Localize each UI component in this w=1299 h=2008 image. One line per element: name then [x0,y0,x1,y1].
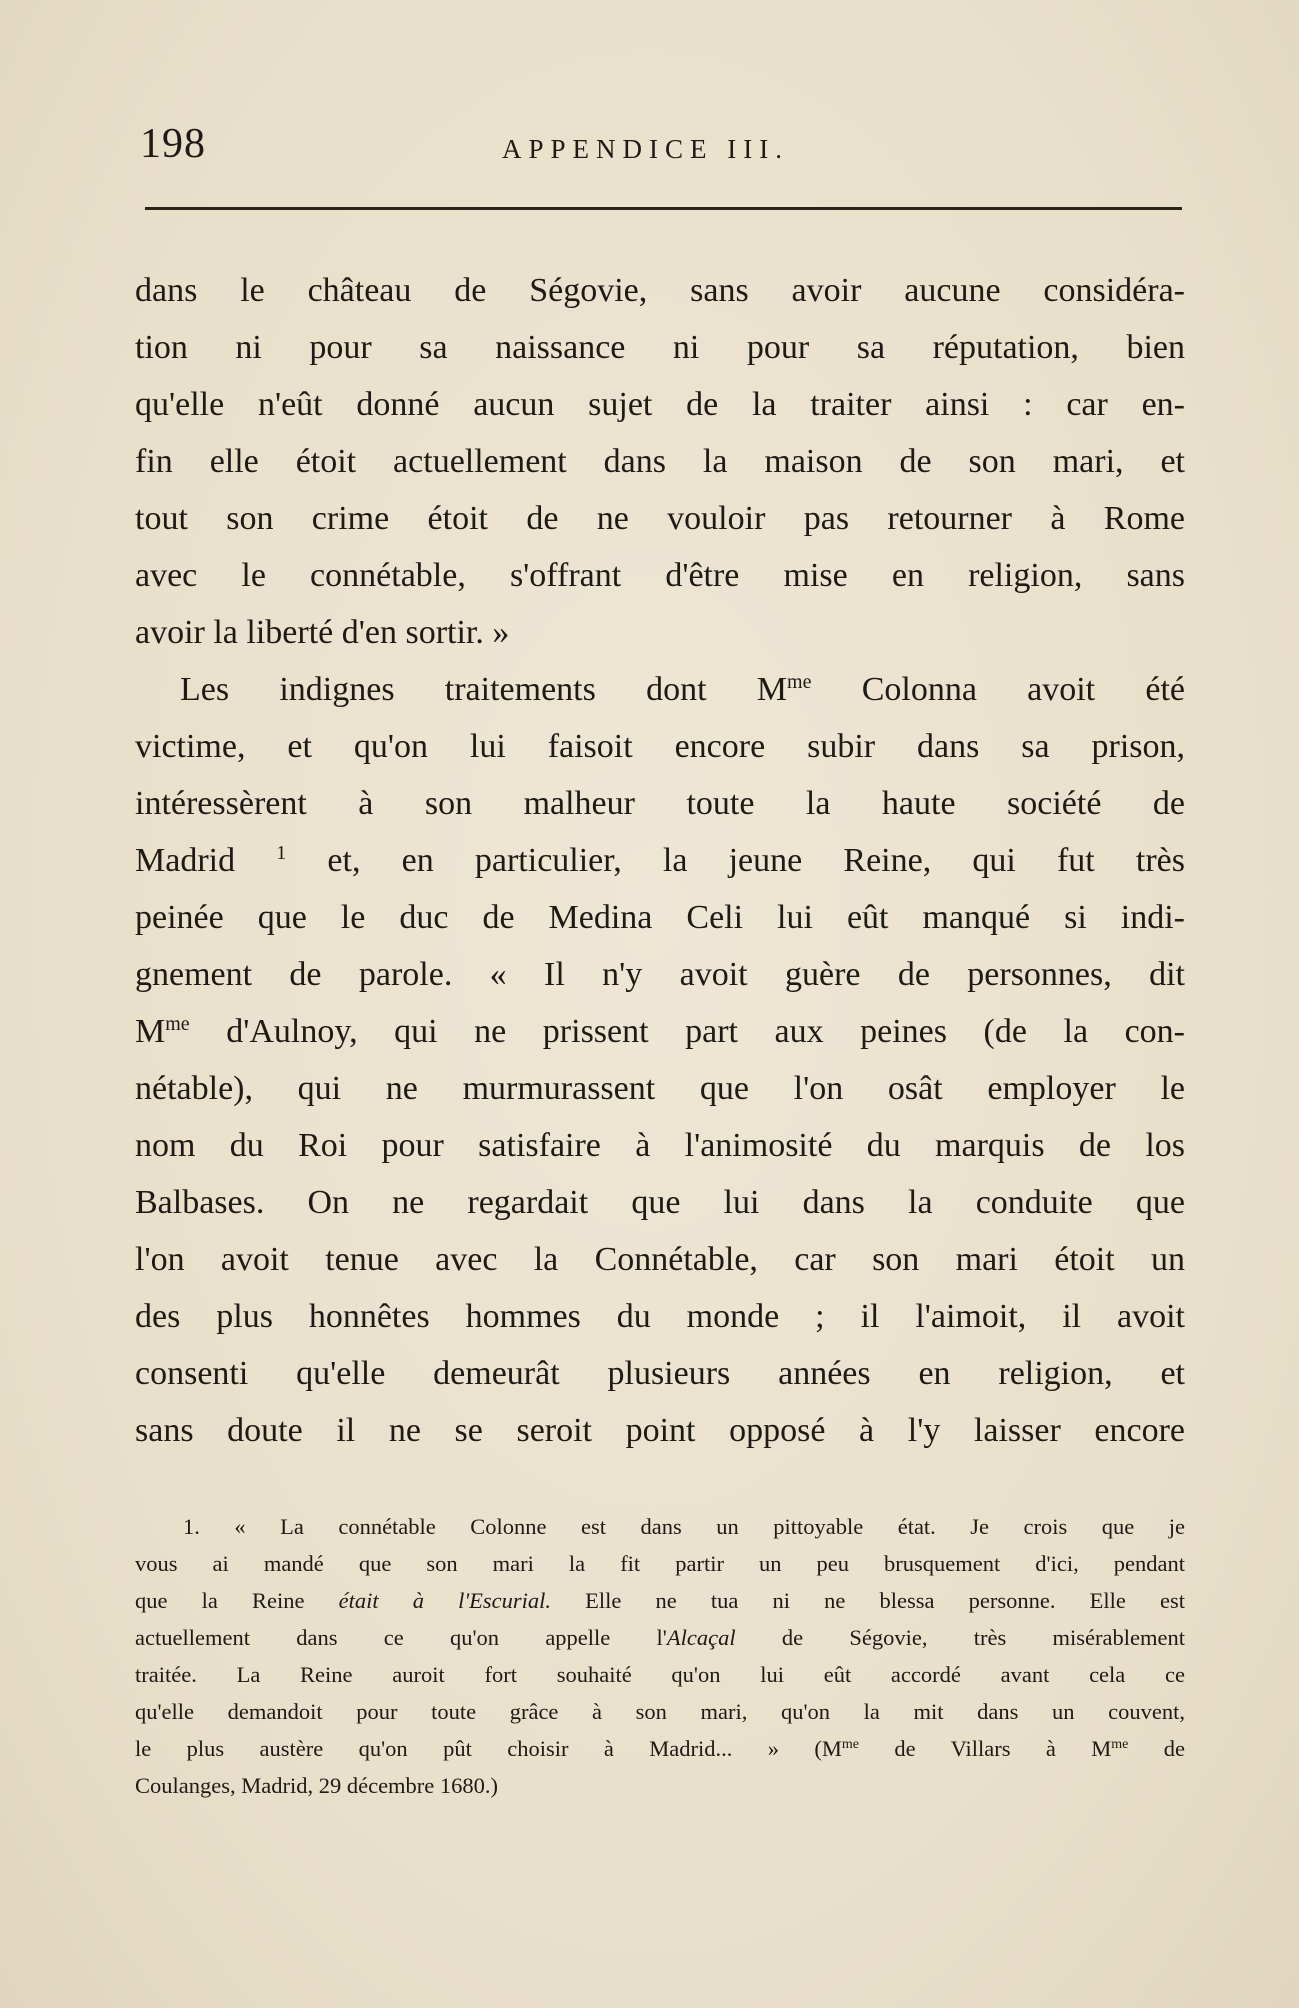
abbreviation-superscript: me [841,1737,859,1752]
footnote-segment: de Ségovie, très misérablement [735,1625,1185,1650]
text-line: intéressèrent à son malheur toute la haute société de [135,785,1185,822]
text-segment: M [135,1013,166,1050]
text-line: consenti qu'elle demeurât plusieurs années en religion, et [135,1355,1185,1392]
footnote-segment: actuellement dans ce qu'on appelle l' [135,1625,667,1650]
abbreviation-superscript: me [1111,1737,1129,1752]
abbreviation-superscript: me [165,1013,190,1035]
text-line: tout son crime étoit de ne vouloir pas retourner à Rome [135,500,1185,537]
text-line: nétable), qui ne murmurassent que l'on osât employer le [135,1070,1185,1107]
running-head [140,120,1180,180]
footnote-segment: le plus austère qu'on pût choisir à Madrid... » (M [135,1736,842,1761]
text-line: avoir la liberté d'en sortir. » [135,614,510,651]
text-line [135,832,1185,889]
text-segment: Colonna avoit été [811,671,1186,708]
text-line [135,1003,1185,1060]
text-segment: d'Aulnoy, qui ne prissent part aux peines (de la con- [189,1013,1185,1050]
footnote-segment: de [1128,1736,1185,1761]
footnote-segment: de Villars à M [858,1736,1112,1761]
footnote [135,1508,1185,1804]
text-line: gnement de parole. « Il n'y avoit guère de personnes, dit [135,956,1185,993]
footnote-line: qu'elle demandoit pour toute grâce à son mari, qu'on la mit dans un couvent, [135,1699,1185,1724]
page-number: 198 [140,121,206,167]
running-title: APPENDICE III. [502,134,789,164]
footnote-italic: était à l'Escurial. [338,1588,552,1613]
text-line: victime, et qu'on lui faisoit encore subir dans sa prison, [135,728,1185,765]
footnote-reference: 1 [276,842,287,864]
footnote-line [135,1619,1185,1656]
paragraph-start-line [135,661,1185,718]
footnote-line: 1. « La connétable Colonne est dans un pittoyable état. Je crois que je [183,1514,1185,1539]
text-segment: Les indignes traitements dont M [180,671,788,708]
text-line: sans doute il ne se seroit point opposé à l'y laisser encore [135,1412,1185,1449]
footnote-line [135,1582,1185,1619]
text-line: dans le château de Ségovie, sans avoir aucune considéra- [135,272,1185,309]
text-line: peinée que le duc de Medina Celi lui eût manqué si indi- [135,899,1185,936]
text-segment: Madrid [135,842,277,879]
footnote-line [135,1730,1185,1767]
footnote-line: traitée. La Reine auroit fort souhaité qu'on lui eût accordé avant cela ce [135,1662,1185,1687]
footnote-segment: que la Reine [135,1588,339,1613]
text-line: qu'elle n'eût donné aucun sujet de la traiter ainsi : car en- [135,386,1185,423]
text-line: nom du Roi pour satisfaire à l'animosité du marquis de los [135,1127,1185,1164]
footnote-line: vous ai mandé que son mari la fit partir un peu brusquement d'ici, pendant [135,1551,1185,1576]
text-line: avec le connétable, s'offrant d'être mise en religion, sans [135,557,1185,594]
abbreviation-superscript: me [787,671,812,693]
text-line: des plus honnêtes hommes du monde ; il l'aimoit, il avoit [135,1298,1185,1335]
header-rule [145,207,1182,210]
footnote-italic: Alcaçal [666,1625,736,1650]
footnote-line: Coulanges, Madrid, 29 décembre 1680.) [135,1773,499,1798]
text-line: fin elle étoit actuellement dans la maison de son mari, et [135,443,1185,480]
text-line: Balbases. On ne regardait que lui dans la conduite que [135,1184,1185,1221]
footnote-segment: Elle ne tua ni ne blessa personne. Elle est [551,1588,1185,1613]
text-line: l'on avoit tenue avec la Connétable, car son mari étoit un [135,1241,1185,1278]
text-segment: et, en particulier, la jeune Reine, qui fut très [286,842,1186,879]
body-text [135,262,1185,1459]
text-line: tion ni pour sa naissance ni pour sa réputation, bien [135,329,1185,366]
